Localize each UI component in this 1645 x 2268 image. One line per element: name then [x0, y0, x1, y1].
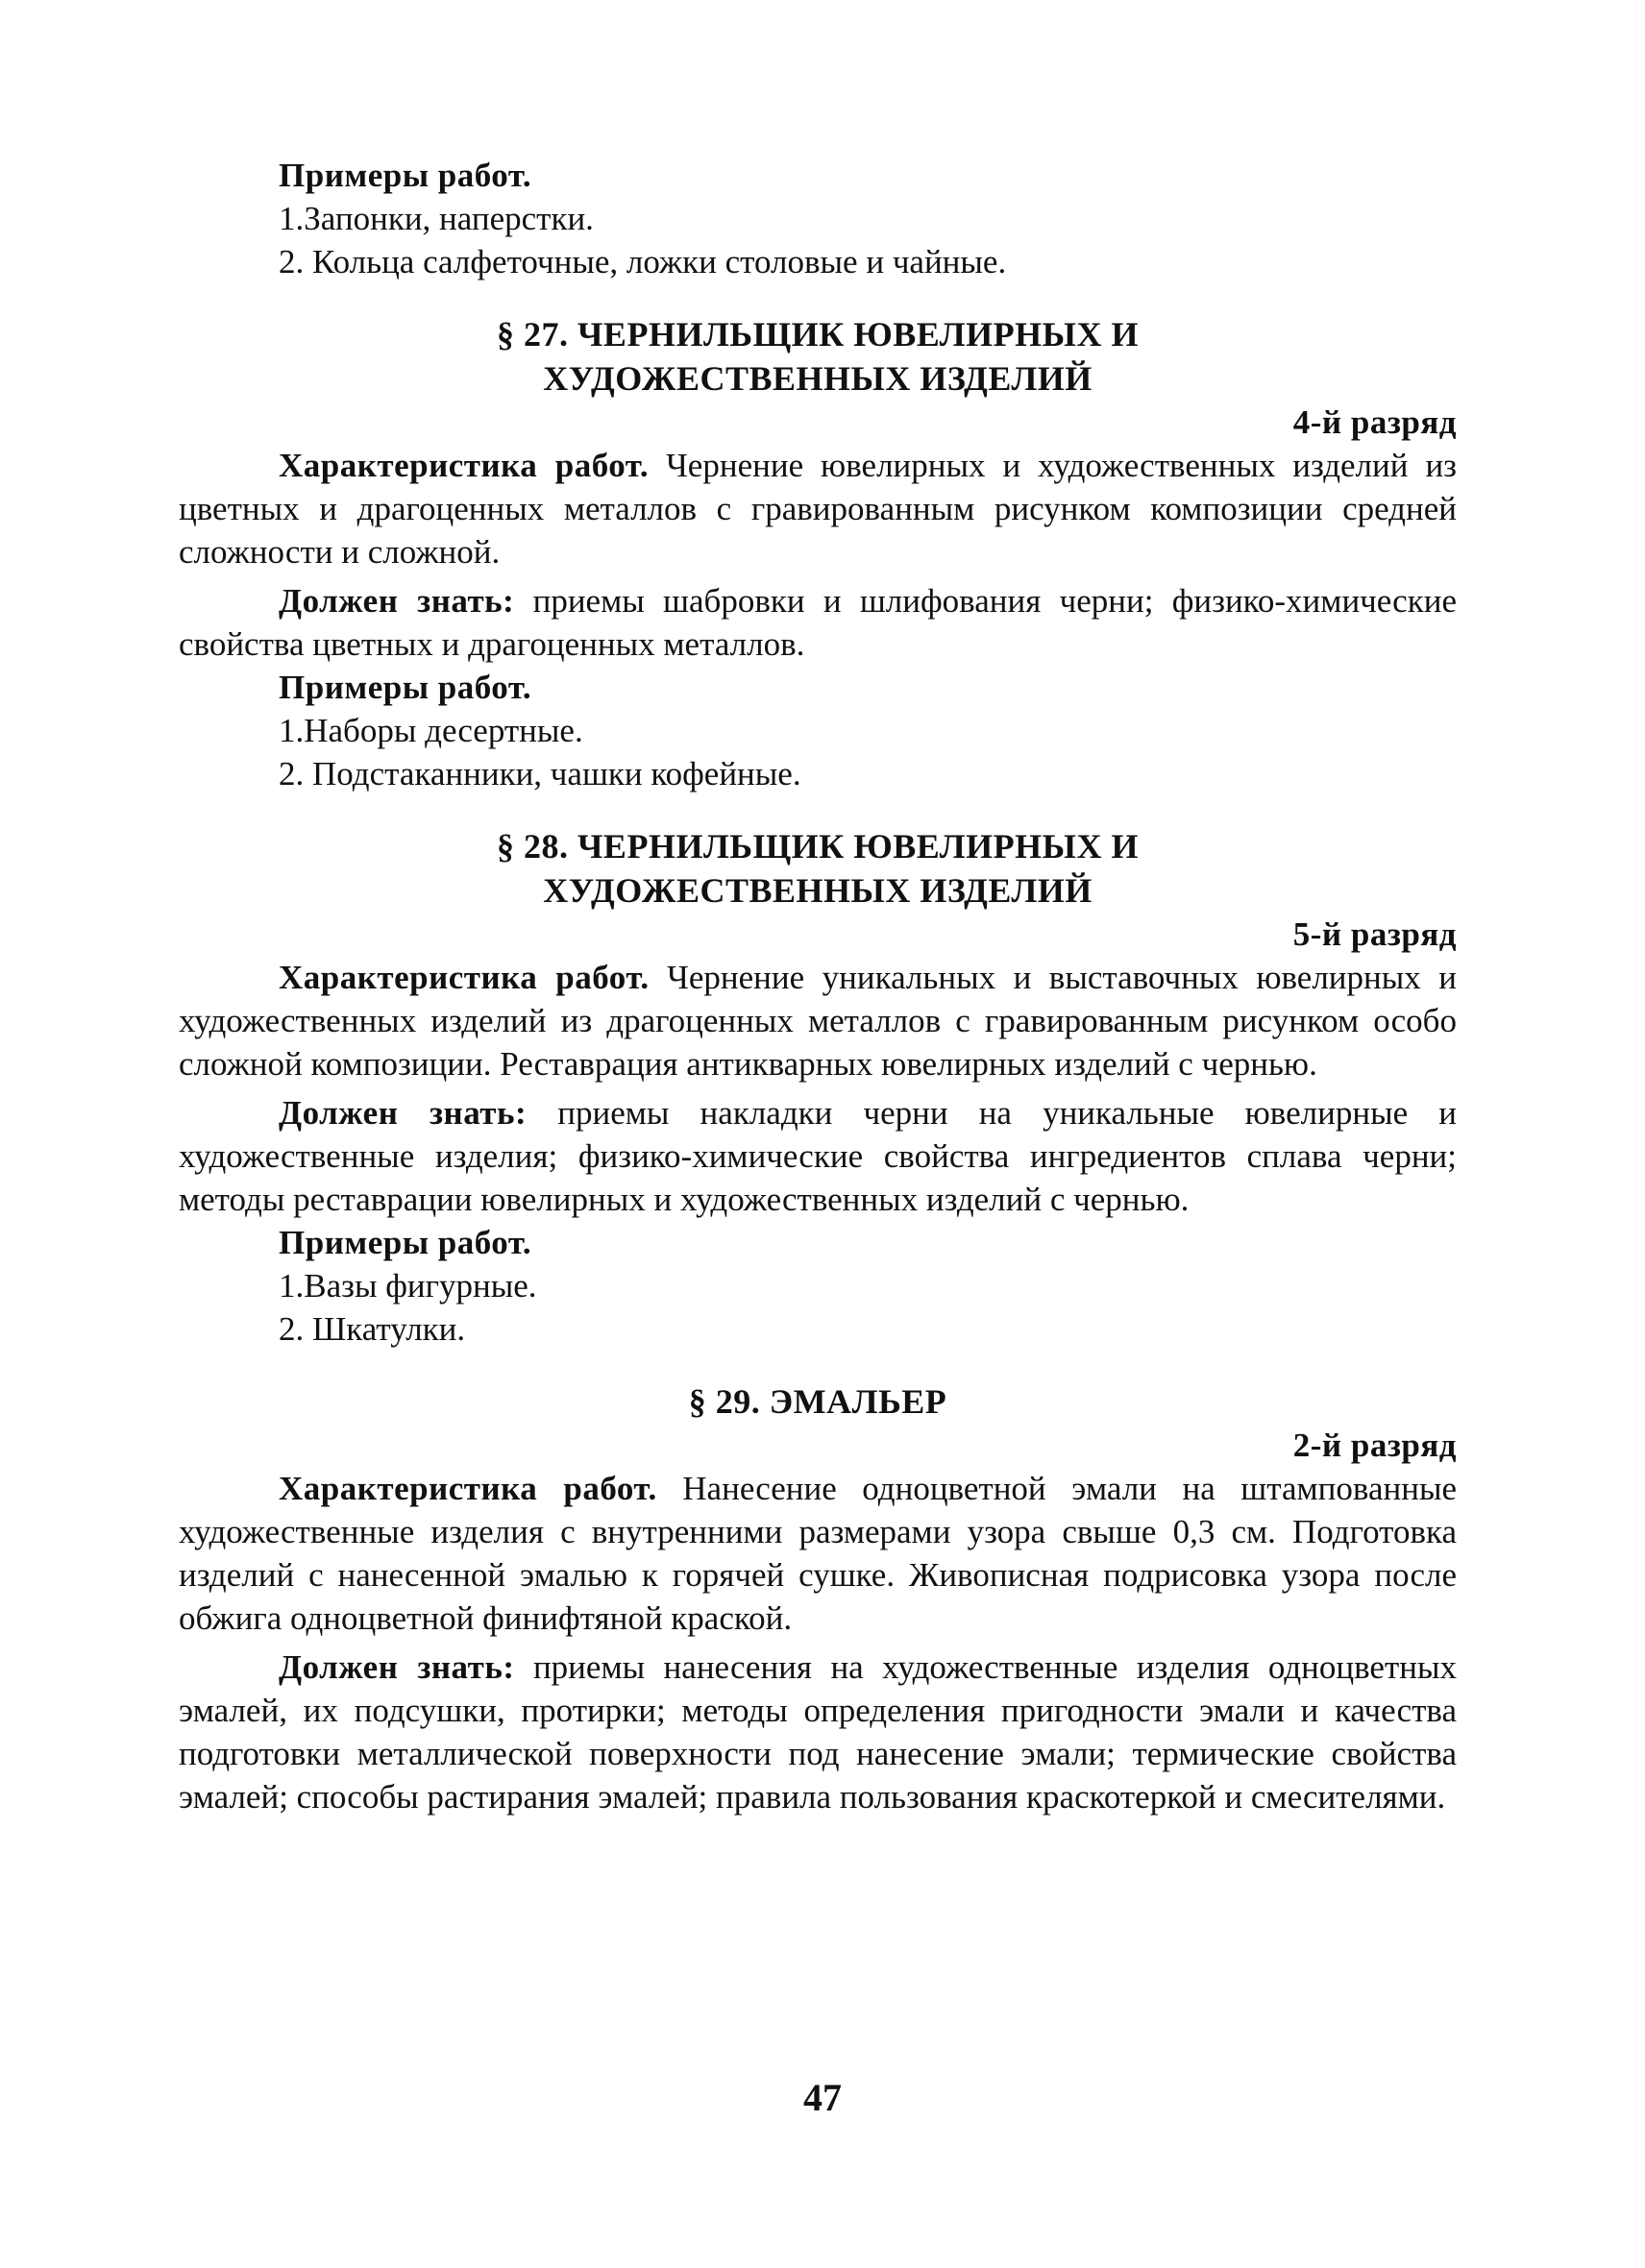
section-title: § 29. ЭМАЛЬЕР	[688, 1382, 947, 1421]
knowledge-label: Должен знать:	[279, 582, 515, 620]
document-page	[179, 154, 1457, 1818]
knowledge-paragraph	[179, 579, 1457, 666]
page-number: 47	[803, 2076, 842, 2119]
knowledge-text: приемы нанесения на художественные изделия одноцветных эмалей, их подсушки, протирки; методы определения пригодности эмали и качества подготовки металлической поверхности под нанесение эмали; термические свойства эмалей; способы растирания эмалей; правила пользования краскотеркой и смесителями.	[179, 1648, 1457, 1816]
section-title: § 28. ЧЕРНИЛЬЩИК ЮВЕЛИРНЫХ И	[497, 827, 1139, 866]
examples-label: Примеры работ.	[279, 1224, 532, 1261]
characteristics-text: Чернение ювелирных и художественных изделий из цветных и драгоценных металлов с гравированным рисунком композиции средней сложности и сложной.	[179, 447, 1457, 571]
example-item: 2. Кольца салфеточные, ложки столовые и чайные.	[279, 243, 1007, 280]
example-item: 1.Вазы фигурные.	[279, 1267, 537, 1305]
section-title: ХУДОЖЕСТВЕННЫХ ИЗДЕЛИЙ	[543, 359, 1093, 398]
characteristics-paragraph	[179, 444, 1457, 573]
grade-heading: 5-й разряд	[1292, 915, 1457, 953]
knowledge-text: приемы шабровки и шлифования черни; физико-химические свойства цветных и драгоценных металлов.	[179, 582, 1457, 663]
characteristics-paragraph	[179, 956, 1457, 1085]
grade-heading: 4-й разряд	[1292, 403, 1457, 441]
knowledge-paragraph	[179, 1646, 1457, 1818]
characteristics-label: Характеристика работ.	[279, 959, 650, 996]
section-title: § 27. ЧЕРНИЛЬЩИК ЮВЕЛИРНЫХ И	[497, 315, 1139, 354]
characteristics-text: Чернение уникальных и выставочных ювелирных и художественных изделий из драгоценных металлов с гравированным рисунком особо сложной композиции. Реставрация антикварных ювелирных изделий с чернью.	[179, 959, 1457, 1083]
section-29	[179, 1379, 1457, 1818]
characteristics-label: Характеристика работ.	[279, 1470, 657, 1507]
characteristics-label: Характеристика работ.	[279, 447, 650, 484]
characteristics-paragraph	[179, 1467, 1457, 1640]
example-item: 1.Наборы десертные.	[279, 712, 583, 749]
characteristics-text: Нанесение одноцветной эмали на штампованные художественные изделия с внутренними размерами узора свыше 0,3 см. Подготовка изделий с нанесенной эмалью к горячей сушке. Живописная подрисовка узора после обжига одноцветной финифтяной краской.	[179, 1470, 1457, 1637]
section-title: ХУДОЖЕСТВЕННЫХ ИЗДЕЛИЙ	[543, 871, 1093, 910]
section-28	[179, 824, 1457, 1351]
grade-heading: 2-й разряд	[1292, 1427, 1457, 1464]
knowledge-text: приемы накладки черни на уникальные ювелирные и художественные изделия; физико-химические свойства ингредиентов сплава черни; методы реставрации ювелирных и художественных изделий с чернью.	[179, 1094, 1457, 1218]
knowledge-label: Должен знать:	[279, 1094, 528, 1132]
example-item: 1.Запонки, наперстки.	[279, 200, 594, 237]
knowledge-paragraph	[179, 1091, 1457, 1221]
knowledge-label: Должен знать:	[279, 1648, 515, 1686]
example-item: 2. Шкатулки.	[279, 1310, 466, 1348]
section-27	[179, 312, 1457, 795]
examples-label: Примеры работ.	[279, 157, 532, 194]
example-item: 2. Подстаканники, чашки кофейные.	[279, 755, 801, 793]
examples-label: Примеры работ.	[279, 669, 532, 706]
